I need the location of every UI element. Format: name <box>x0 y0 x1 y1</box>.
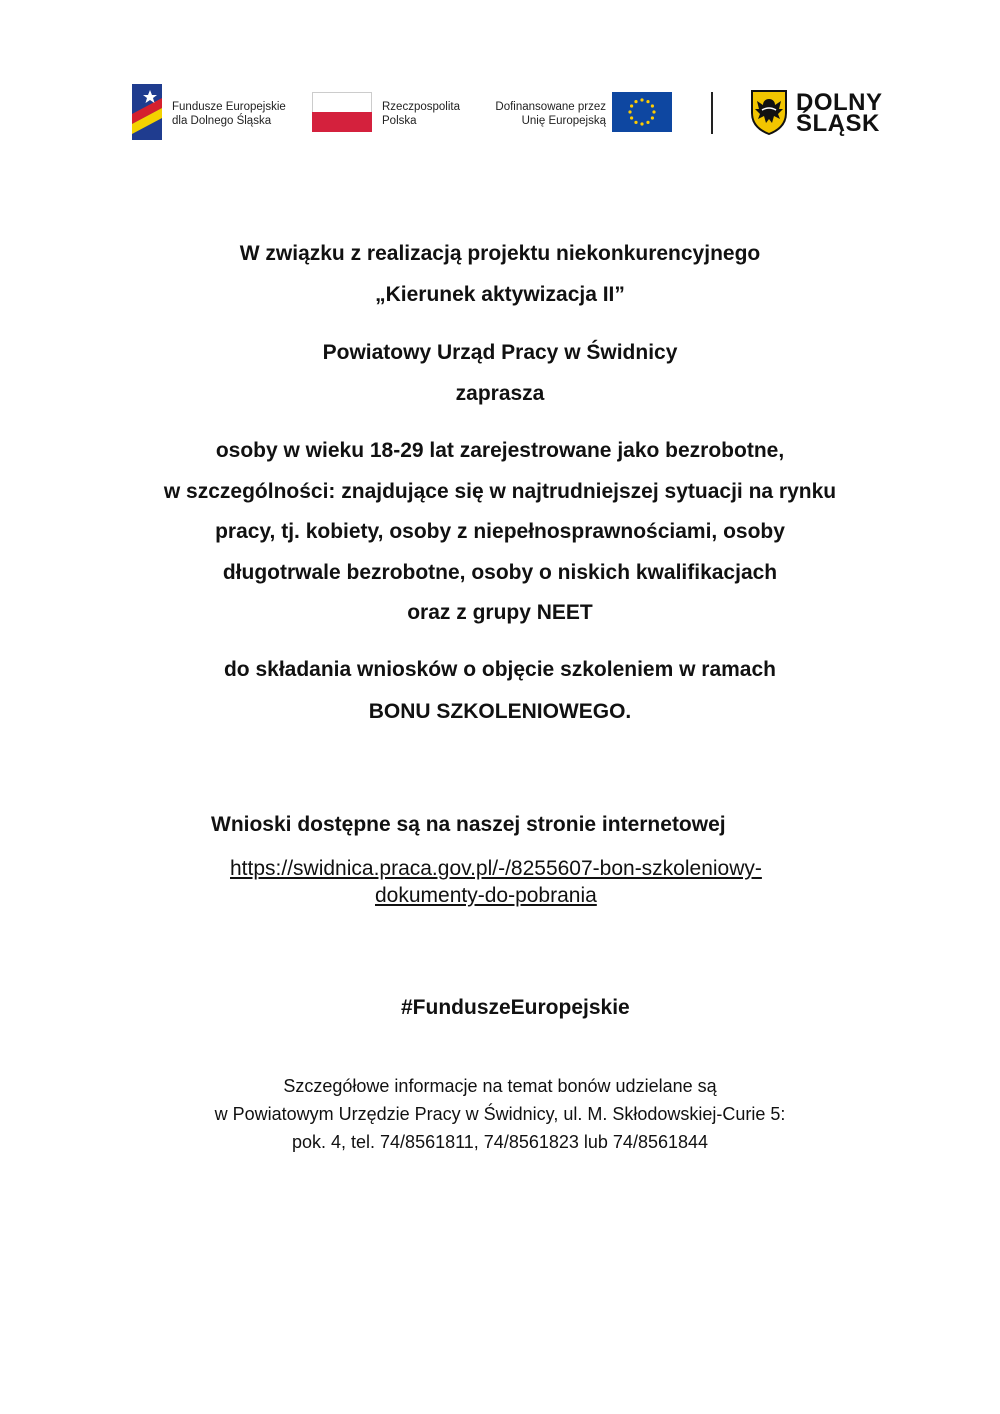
audience-line-2: w szczególności: znajdujące się w najtrudniejszej sytuacji na rynku <box>163 480 837 503</box>
applications-heading: Wnioski dostępne są na naszej stronie internetowej <box>211 813 726 836</box>
polish-flag-icon <box>312 92 372 132</box>
rp-logo-line1: Rzeczpospolita <box>382 101 460 113</box>
ds-logo-line2: ŚLĄSK <box>796 110 880 137</box>
bon-documents-link-part1[interactable]: https://swidnica.praca.gov.pl/-/8255607-bon-szkoleniowy- <box>230 857 762 880</box>
audience-line-3: pracy, tj. kobiety, osoby z niepełnosprawnościami, osoby <box>215 520 785 543</box>
ds-logo-line1: DOLNY <box>796 89 883 116</box>
fundusze-europejskie-emblem-icon <box>132 84 162 140</box>
office-name: Powiatowy Urząd Pracy w Świdnicy <box>322 341 678 364</box>
ue-logo-line2: Unię Europejską <box>521 115 606 127</box>
audience-line-1: osoby w wieku 18-29 lat zarejestrowane jako bezrobotne, <box>215 439 785 462</box>
hashtag: #FunduszeEuropejskie <box>401 996 630 1019</box>
fe-logo-line2: dla Dolnego Śląska <box>172 115 272 127</box>
details-line-2: w Powiatowym Urzędzie Pracy w Świdnicy, ul. M. Skłodowskiej-Curie 5: <box>214 1104 786 1124</box>
logo-bar <box>118 74 888 154</box>
details-line-3: pok. 4, tel. 74/8561811, 74/8561823 lub 74/8561844 <box>291 1132 709 1152</box>
intro-line-1: W związku z realizacją projektu niekonkurencyjnego <box>239 242 761 265</box>
audience-line-4: długotrwale bezrobotne, osoby o niskich kwalifikacjach <box>222 561 778 584</box>
rp-logo-line2: Polska <box>382 115 417 127</box>
invitation-verb: zaprasza <box>455 382 545 405</box>
audience-line-5: oraz z grupy NEET <box>407 601 593 624</box>
ue-logo-line1: Dofinansowane przez <box>495 101 606 113</box>
eu-flag-icon <box>612 92 672 132</box>
logo-separator <box>711 92 713 134</box>
purpose-line-1: do składania wniosków o objęcie szkoleniem w ramach <box>223 658 776 681</box>
bon-documents-link-part2[interactable]: dokumenty-do-pobrania <box>375 884 597 907</box>
dolny-slask-eagle-crest-icon <box>750 89 788 135</box>
project-name: „Kierunek aktywizacja II” <box>375 283 625 306</box>
details-line-1: Szczegółowe informacje na temat bonów udzielane są <box>283 1076 717 1096</box>
fe-logo-line1: Fundusze Europejskie <box>172 101 286 113</box>
purpose-line-2: BONU SZKOLENIOWEGO. <box>368 700 632 723</box>
